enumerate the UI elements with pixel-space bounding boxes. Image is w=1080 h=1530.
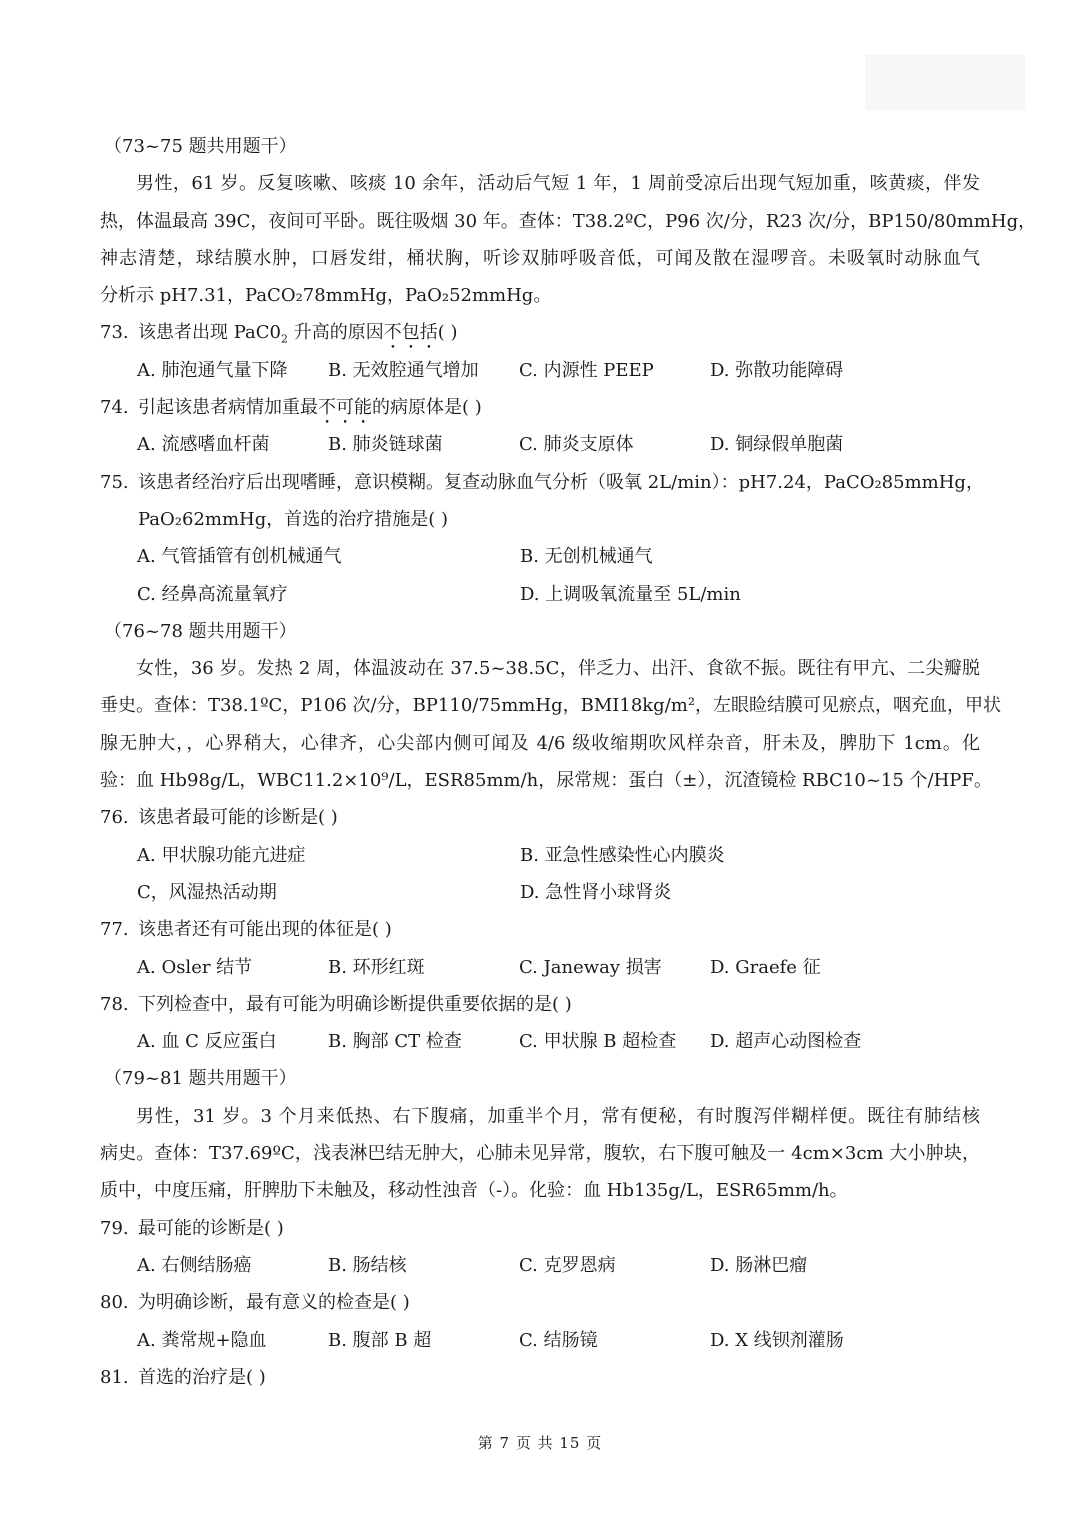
option-d: D. 铜绿假单胞菌 (710, 434, 844, 456)
stem-line: 腺无肿大，，心界稍大，心律齐，心尖部内侧可闻及 4/6 级收缩期吹风样杂音，肝未及，脾肋下 1cm。化 (100, 732, 980, 754)
question-text: 最可能的诊断是( ) (138, 1217, 284, 1239)
question-number: 78. (100, 993, 129, 1015)
options-76-row1 (100, 837, 980, 874)
group-heading-73-75: （73~75 题共用题干） (104, 136, 297, 157)
option-b: B. 腹部 B 超 (328, 1329, 432, 1351)
option-d: D. X 线钡剂灌肠 (710, 1329, 844, 1351)
option-c: C. 甲状腺 B 超检查 (519, 1031, 677, 1053)
option-a: A. Osler 结节 (137, 956, 253, 978)
stem-line: 分析示 pH7.31，PaCO₂78mmHg，PaO₂52mmHg。 (100, 285, 552, 307)
option-b: B. 胸部 CT 检查 (328, 1031, 462, 1053)
faint-stamp-mark (865, 55, 1025, 110)
question-number: 80. (100, 1292, 129, 1314)
question-78 (100, 986, 980, 1023)
group-heading-76-78: （76~78 题共用题干） (104, 620, 297, 642)
option-b: B. 肺炎链球菌 (328, 434, 443, 456)
question-text: 该患者还有可能出现的体征是( ) (138, 919, 392, 941)
option-d: D. 肠淋巴瘤 (710, 1254, 808, 1276)
option-c: C，风湿热活动期 (137, 881, 277, 903)
options-77 (100, 949, 980, 986)
question-81 (100, 1359, 980, 1396)
question-number: 75. (100, 471, 129, 493)
group-heading-79-81: （79~81 题共用题干） (104, 1068, 297, 1090)
option-b: B. 亚急性感染性心内膜炎 (520, 844, 725, 866)
option-b: B. 环形红斑 (328, 956, 425, 978)
option-b: B. 无效腔通气增加 (328, 359, 479, 381)
option-b: B. 无创机械通气 (520, 546, 653, 568)
stem-line: 病史。查体：T37.69ºC，浅表淋巴结无肿大，心肺未见异常，腹软，右下腹可触及一 4cm×3cm 大小肿块， (100, 1143, 980, 1165)
page-content (100, 128, 1037, 1396)
question-text: 该患者出现 PaC0 (138, 322, 281, 344)
question-number: 77. (100, 919, 129, 941)
question-text: 下列检查中，最有可能为明确诊断提供重要依据的是( ) (138, 993, 572, 1015)
question-text: 为明确诊断，最有意义的检查是( ) (138, 1292, 410, 1314)
option-c: C. 克罗恩病 (519, 1254, 616, 1276)
question-text: 该患者最可能的诊断是( ) (138, 807, 338, 829)
question-79 (100, 1210, 980, 1247)
question-77 (100, 911, 980, 948)
option-a: A. 肺泡通气量下降 (137, 359, 288, 381)
option-c: C. 结肠镜 (519, 1329, 598, 1351)
question-75 (100, 464, 984, 501)
option-a: A. 甲状腺功能亢进症 (137, 844, 306, 866)
stem-line: 女性，36 岁。发热 2 周，体温波动在 37.5~38.5C，伴乏力、出汗、食欲不振。既往有甲亢、二尖瓣脱 (136, 658, 980, 680)
stem-line: 神志清楚，球结膜水肿，口唇发绀，桶状胸，听诊双肺呼吸音低，可闻及散在湿啰音。未吸氧时动脉血气 (100, 247, 980, 269)
question-number: 73. (100, 322, 129, 344)
question-text: 升高的原因 (287, 322, 384, 344)
question-number: 74. (100, 397, 129, 419)
stem-line: 男性，31 岁。3 个月来低热、右下腹痛，加重半个月，常有便秘，有时腹泻伴糊样便。既往有肺结核 (136, 1105, 980, 1127)
question-76 (100, 799, 980, 836)
options-75-row1 (100, 538, 980, 575)
options-75-row2 (100, 576, 980, 613)
options-79 (100, 1247, 980, 1284)
stem-line: 热，体温最高 39C，夜间可平卧。既往吸烟 30 年。查体：T38.2ºC，P96 次/分，R23 次/分，BP150/80mmHg， (100, 210, 1037, 232)
subscript: 2 (280, 333, 288, 347)
option-c: C. 经鼻高流量氧疗 (137, 583, 288, 605)
question-number: 79. (100, 1217, 129, 1239)
stem-line: 质中，中度压痛，肝脾肋下未触及，移动性浊音（-）。化验：血 Hb135g/L，ESR65mm/h。 (100, 1180, 848, 1202)
question-text: 引起该患者病情加重最 (138, 397, 318, 419)
question-80 (100, 1284, 980, 1321)
question-73 (100, 314, 980, 351)
option-d: D. 上调吸氧流量至 5L/min (520, 583, 741, 605)
option-d: D. 急性肾小球肾炎 (520, 881, 672, 903)
question-text: 该患者经治疗后出现嗜睡，意识模糊。复查动脉血气分析（吸氧 2L/min）：pH7.24，PaCO₂85mmHg， (138, 471, 984, 493)
question-text: 的病原体是( ) (372, 397, 482, 419)
question-text: ( ) (437, 322, 458, 344)
option-a: A. 血 C 反应蛋白 (137, 1031, 277, 1053)
question-number: 76. (100, 807, 129, 829)
option-d: D. Graefe 征 (710, 956, 821, 978)
question-75-cont: PaO₂62mmHg，首选的治疗措施是( ) (138, 508, 449, 530)
stem-line: 垂史。查体：T38.1ºC，P106 次/分，BP110/75mmHg，BMI18kg/m²，左眼睑结膜可见瘀点，咽充血，甲状 (100, 695, 1002, 717)
options-76-row2 (100, 874, 980, 911)
options-78 (100, 1023, 980, 1060)
page-footer: 第 7 页 共 15 页 (477, 1434, 603, 1452)
stem-line: 男性，61 岁。反复咳嗽、咳痰 10 余年，活动后气短 1 年，1 周前受凉后出现气短加重，咳黄痰，伴发 (136, 173, 980, 195)
question-74 (100, 389, 980, 426)
option-c: C. 内源性 PEEP (519, 359, 654, 381)
emphasized-text: 不包括 (383, 322, 438, 344)
option-a: A. 气管插管有创机械通气 (137, 546, 342, 568)
options-80 (100, 1322, 980, 1359)
option-a: A. 粪常规+隐血 (137, 1329, 267, 1351)
options-73 (100, 352, 980, 389)
emphasized-text: 不可能 (318, 397, 372, 419)
question-number: 81. (100, 1366, 129, 1388)
option-d: D. 超声心动图检查 (710, 1031, 862, 1053)
option-a: A. 流感嗜血杆菌 (137, 434, 270, 456)
option-d: D. 弥散功能障碍 (710, 359, 844, 381)
option-c: C. Janeway 损害 (519, 956, 662, 978)
option-b: B. 肠结核 (328, 1254, 407, 1276)
option-a: A. 右侧结肠癌 (137, 1254, 252, 1276)
question-text: 首选的治疗是( ) (138, 1366, 266, 1388)
stem-line: 验：血 Hb98g/L，WBC11.2×10⁹/L，ESR85mm/h，尿常规：蛋白（±），沉渣镜检 RBC10~15 个/HPF。 (100, 770, 992, 792)
options-74 (100, 426, 980, 463)
option-c: C. 肺炎支原体 (519, 434, 634, 456)
